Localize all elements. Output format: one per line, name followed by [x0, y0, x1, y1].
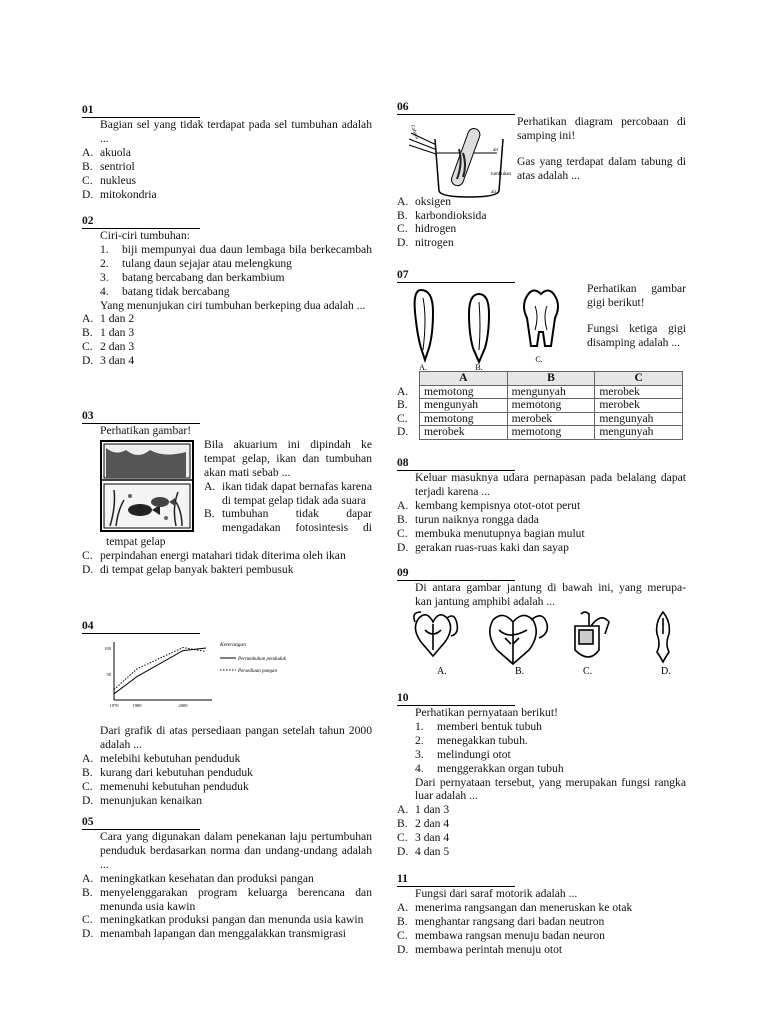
option-a: A. kembang kempisnya otot-otot perut: [397, 498, 581, 512]
question-intro: Perhatikan gambar!: [100, 424, 192, 437]
option-d: D. menunjukan kenaikan: [82, 793, 203, 807]
svg-text:Cahaya: Cahaya: [409, 124, 419, 141]
table-row: D. merobek memotong mengunyah: [397, 426, 683, 440]
legend-label: Pertumbuhan penduduk: [238, 657, 286, 662]
table-row: B. mengunyah memotong merobek: [397, 399, 683, 413]
option-b: B. menghantar rangsang dari badan neutron: [397, 914, 605, 928]
svg-text:B.: B.: [515, 666, 525, 676]
option-c: C. perpindahan energi matahari tidak diterima oleh ikan: [82, 549, 346, 563]
option-a: A. meningkatkan kesehatan dan produksi pangan: [82, 871, 314, 885]
option-c: C. hidrogen: [397, 222, 457, 236]
option-b: B. 1 dan 3: [82, 326, 135, 340]
x-tick-label: 1970: [109, 703, 119, 708]
list-item: 4. menggerakkan organ tubuh: [415, 761, 564, 775]
svg-text:air: air: [491, 190, 497, 195]
question-stem: Bagian sel yang tidak terdapat pada sel tumbuhan adalah ...: [100, 118, 372, 145]
list-item: 4. batang tidak bercabang: [100, 284, 230, 298]
series-line: [114, 648, 206, 694]
y-tick-label: 100: [104, 646, 111, 651]
list-item: 2. tulang daun sejajar atau melengkung: [100, 256, 292, 270]
column-header: A: [420, 372, 508, 386]
question-05: [82, 815, 372, 941]
option-a: A. 1 dan 2: [82, 312, 135, 326]
option-a: A. 1 dan 3: [397, 803, 450, 817]
question-number: 09: [397, 566, 515, 581]
list-item: 1. biji mempunyai dua daun lembaga bila berkecambah: [100, 242, 372, 256]
question-intro: Ciri-ciri tumbuhan:: [100, 229, 190, 242]
option-d: D. menambah lapangan dan menggalakkan transmigrasi: [82, 927, 346, 941]
question-number: 06: [397, 100, 515, 115]
question-number: 08: [397, 456, 515, 471]
question-number: 11: [397, 872, 515, 887]
option-d: D. 3 dan 4: [82, 354, 135, 368]
legend-label: Persediaan pangan: [238, 669, 278, 674]
option-d: D. 4 dan 5: [397, 845, 450, 859]
svg-text:air: air: [493, 148, 499, 153]
svg-text:A.: A.: [419, 363, 427, 372]
question-stem: Fungsi dari saraf motorik adalah ...: [415, 887, 578, 900]
list-item: 3. batang bercabang dan berkambium: [100, 270, 285, 284]
svg-text:A.: A.: [437, 666, 447, 676]
hearts-image: [411, 610, 701, 676]
list-item: 2. menegakkan tubuh.: [415, 733, 528, 747]
option-b: B. tumbuhan tidak dapar mengadakan fotosintesis di: [204, 507, 372, 535]
question-number: 01: [82, 103, 200, 118]
question-stem: Keluar masuknya udara pernapasan pada belalang dapat terjadi karena ...: [415, 471, 686, 498]
question-number: 03: [82, 409, 200, 424]
question-04: [82, 619, 372, 807]
x-tick-label: 1980: [132, 703, 142, 708]
question-number: 02: [82, 214, 200, 229]
question-stem-continued: kan jantung amphibi adalah ...: [415, 594, 556, 608]
question-stem: Dari grafik di atas persediaan pangan setelah tahun 2000 adalah ...: [100, 724, 372, 751]
option-c: C. memenuhi kebutuhan penduduk: [82, 779, 249, 793]
option-a: A. oksigen: [397, 194, 452, 208]
table-row: C. memotong merobek mengunyah: [397, 412, 683, 426]
population-food-chart: [100, 636, 300, 716]
question-09: [397, 566, 686, 686]
question-stem: Bila akuarium ini dipindah ke tempat gelap, ikan dan tumbuhan akan mati sebab ...: [204, 437, 372, 479]
option-c: C. membuka menutupnya bagian mulut: [397, 526, 585, 540]
option-b: B. sentriol: [82, 159, 135, 173]
column-header: C: [595, 372, 683, 386]
svg-text:D.: D.: [661, 666, 671, 676]
legend-title: Keterangan: [220, 642, 246, 648]
svg-text:C.: C.: [583, 666, 593, 676]
option-c: C. membawa rangsan menuju badan neuron: [397, 928, 605, 942]
question-number: 04: [82, 619, 200, 634]
list-item: 1. memberi bentuk tubuh: [415, 719, 542, 733]
option-b: B. kurang dari kebutuhan penduduk: [82, 765, 253, 779]
question-stem: Di antara gambar jantung di bawah ini, yang merupa-: [415, 581, 686, 594]
question-02: [82, 214, 372, 368]
question-07: [397, 268, 686, 446]
question-number: 10: [397, 691, 515, 706]
question-number: 07: [397, 268, 515, 283]
photosynthesis-experiment-image: [405, 119, 515, 199]
option-b: B. 2 dan 4: [397, 817, 450, 831]
table-header-row: [397, 372, 683, 386]
option-c: C. nukleus: [82, 173, 137, 187]
svg-text:B.: B.: [475, 363, 483, 372]
y-tick-label: 50: [106, 672, 111, 677]
option-d: D. membawa perintah menuju otot: [397, 942, 563, 956]
option-d: D. di tempat gelap banyak bakteri pembusuk: [82, 563, 294, 577]
question-number: 05: [82, 815, 200, 830]
option-c: C. meningkatkan produksi pangan dan menunda usia kawin: [82, 913, 364, 927]
svg-text:C.: C.: [535, 355, 543, 364]
question-01: [82, 103, 372, 201]
option-a: A. ikan tidak dapat bernafas karena di tempat gelap tidak ada suara: [204, 479, 372, 507]
option-b: B. karbondioksida: [397, 208, 487, 222]
question-10: [397, 691, 686, 859]
question-stem: Gas yang terdapat dalam tabung di atas adalah ...: [517, 154, 686, 182]
option-d: D. gerakan ruas-ruas kaki dan sayap: [397, 540, 569, 554]
question-06: [397, 100, 686, 250]
option-a: A. menerima rangsangan dan meneruskan ke otak: [397, 900, 633, 914]
question-03: [82, 409, 372, 609]
x-tick-label: 2000: [178, 703, 188, 708]
question-08: [397, 456, 686, 554]
question-intro: Perhatikan pernyataan berikut!: [415, 706, 558, 719]
option-b-continued: tempat gelap: [106, 535, 166, 549]
teeth-answer-table: [397, 371, 683, 440]
column-header: B: [507, 372, 595, 386]
option-a: A. melebihi kebutuhan penduduk: [82, 751, 241, 765]
question-intro: Perhatikan gambar gigi berikut!: [587, 282, 686, 309]
option-d: D. mitokondria: [82, 187, 157, 201]
question-stem: Fungsi ketiga gigi disamping adalah ...: [587, 321, 686, 349]
aquarium-image: [100, 440, 194, 532]
question-stem: Yang menunjukan ciri tumbuhan berkeping dua adalah ...: [100, 298, 366, 312]
question-stem: Cara yang digunakan dalam penekanan laju pertumbuhan penduduk berdasarkan norma dan undang-undang adalah ...: [100, 830, 372, 871]
question-intro: Perhatikan diagram percobaan di samping ini!: [517, 115, 686, 142]
table-row: A. memotong mengunyah merobek: [397, 385, 683, 399]
option-d: D. nitrogen: [397, 236, 454, 250]
list-item: 3. melindungi otot: [415, 747, 511, 761]
option-a: A. akuola: [82, 145, 131, 159]
question-stem: Dari pernyataan tersebut, yang merupakan fungsi rangka luar adalah ...: [415, 775, 686, 803]
option-b: B. menyelenggarakan program keluarga berencana dan menunda usia kawin: [82, 885, 372, 913]
question-11: [397, 872, 686, 957]
option-c: C. 2 dan 3: [82, 340, 135, 354]
option-b: B. turun naiknya rongga dada: [397, 512, 539, 526]
svg-text:tumbuhan: tumbuhan: [491, 172, 511, 177]
teeth-image: [395, 286, 575, 374]
option-c: C. 3 dan 4: [397, 831, 450, 845]
